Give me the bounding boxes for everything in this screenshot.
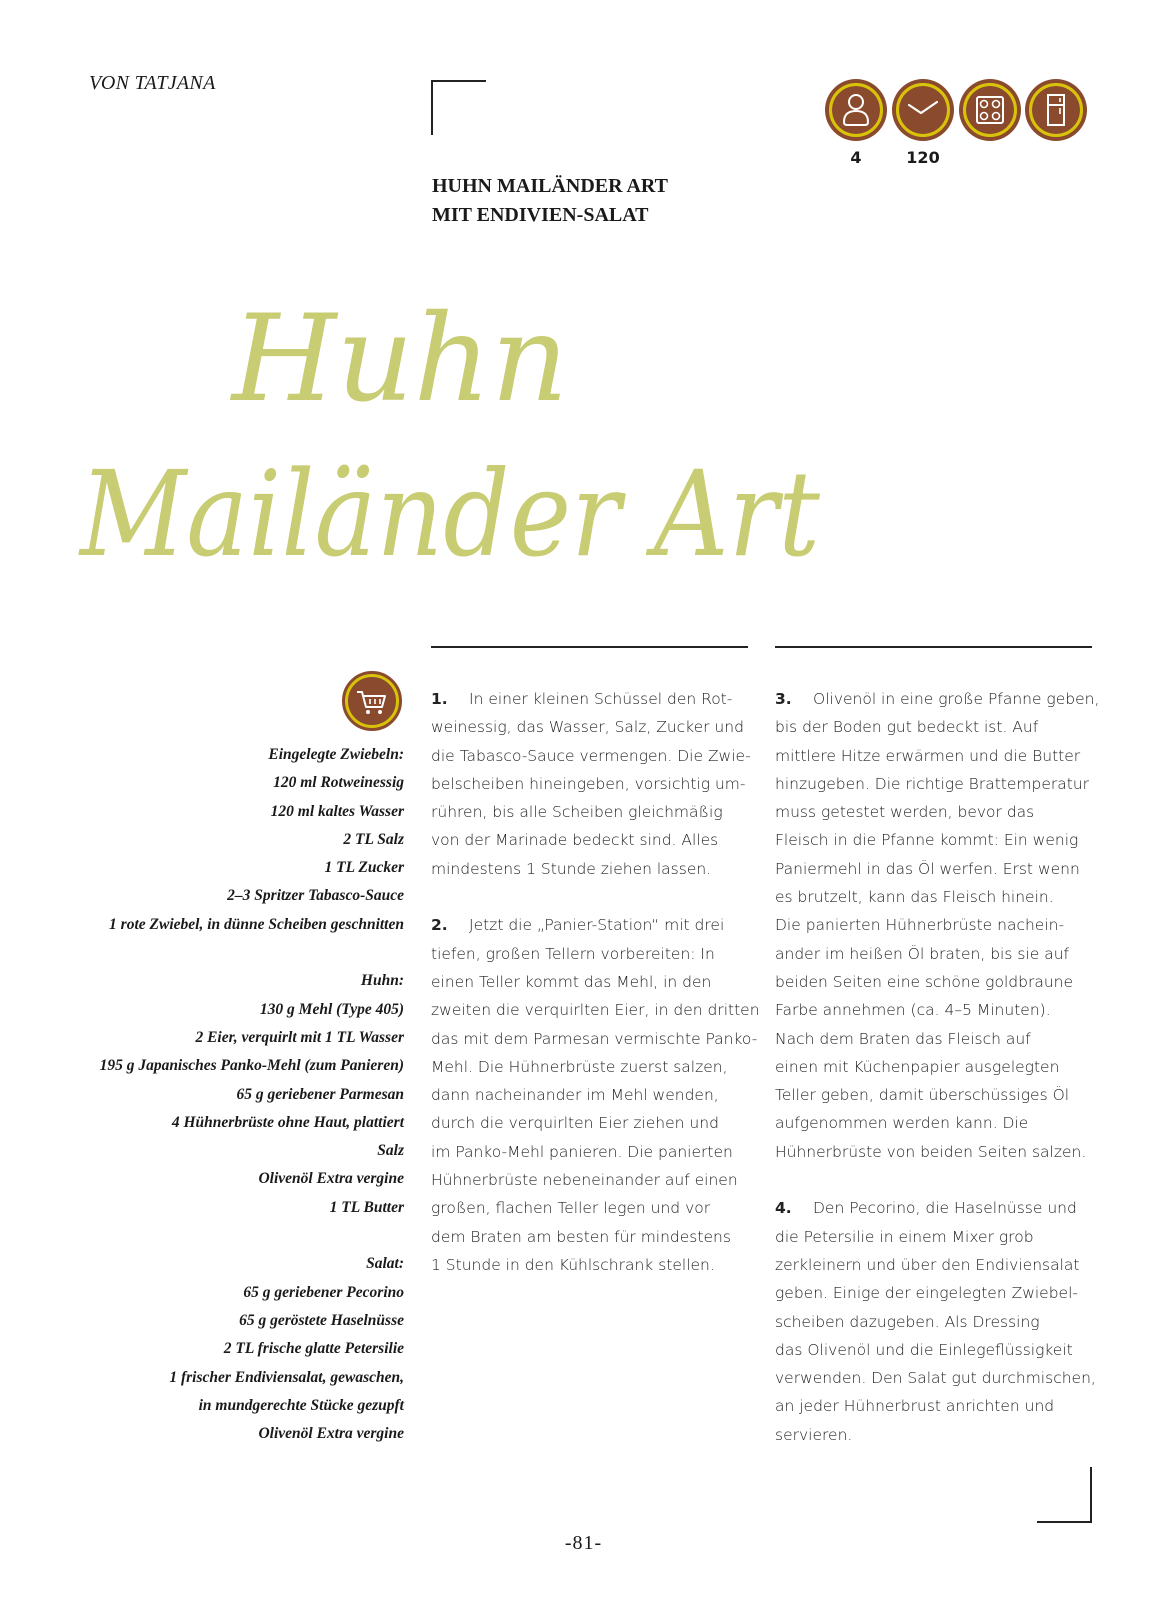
step-line xyxy=(431,1109,751,1137)
stove-icon xyxy=(963,83,1017,137)
servings-value: 4 xyxy=(850,148,862,167)
step-text: dem Braten am besten für mindestens xyxy=(431,1227,731,1246)
ingredient-line: 2 TL Salz xyxy=(343,830,404,848)
step-text: belscheiben hineingeben, vorsichtig um- xyxy=(431,774,746,793)
script-title-line-2: Mailänder Art xyxy=(78,445,821,583)
ingredient-line: Eingelegte Zwiebeln: xyxy=(268,746,404,763)
step-text: tiefen, großen Tellern vorbereiten: In xyxy=(431,944,715,963)
step-line xyxy=(431,1223,751,1251)
ingredient-line: 65 g geriebener Pecorino xyxy=(243,1283,404,1301)
ingredient-line: 1 frischer Endiviensalat, gewaschen, xyxy=(169,1368,404,1386)
step-text: zweiten die verquirlten Eier, in den dritten xyxy=(431,1001,760,1020)
step-text: einen mit Küchenpapier ausgelegten xyxy=(775,1057,1060,1076)
fridge-badge xyxy=(1026,80,1086,140)
step-line xyxy=(775,742,1095,770)
step-text: weinessig, das Wasser, Salz, Zucker und xyxy=(431,718,744,737)
step-line xyxy=(431,1251,751,1279)
step-text: servieren. xyxy=(775,1425,853,1444)
ingredient-line: 1 TL Butter xyxy=(329,1198,404,1216)
step-line xyxy=(775,1421,1095,1449)
step-text: verwenden. Den Salat gut durchmischen, xyxy=(775,1369,1096,1388)
ingredient-line: 65 g geröstete Haselnüsse xyxy=(239,1311,404,1329)
step-text: an jeder Hühnerbrust anrichten und xyxy=(775,1397,1055,1416)
step-line xyxy=(775,1138,1095,1166)
step-line xyxy=(431,1025,758,1053)
step-line xyxy=(775,883,1095,911)
corner-mark-top-left xyxy=(431,80,486,135)
step-text: dann nacheinander im Mehl wenden, xyxy=(431,1086,719,1105)
step-text: Die panierten Hühnerbrüste nachein- xyxy=(775,916,1065,935)
column-rule-left xyxy=(431,646,748,648)
clock-icon xyxy=(896,83,950,137)
script-title-line-1: Huhn xyxy=(231,290,569,429)
step-text: ander im heißen Öl braten, bis sie auf xyxy=(775,944,1069,963)
step-number: 1. xyxy=(431,690,448,708)
step-line xyxy=(775,798,1095,826)
step-line xyxy=(431,1166,751,1194)
step-text: durch die verquirlten Eier ziehen und xyxy=(431,1114,719,1133)
step-line xyxy=(431,798,751,826)
step-text: Den Pecorino, die Haselnüsse und xyxy=(813,1199,1077,1218)
author-line: VON TATJANA xyxy=(89,72,216,94)
step-text: Jetzt die „Panier-Station“ mit drei xyxy=(469,916,725,935)
step-text: die Tabasco-Sauce vermengen. Die Zwie- xyxy=(431,746,751,765)
ingredient-line: Huhn: xyxy=(360,972,404,990)
step-line xyxy=(431,1081,751,1109)
step-text: Teller geben, damit überschüssiges Öl xyxy=(775,1086,1070,1105)
step-text: Fleisch in die Pfanne kommt: Ein wenig xyxy=(775,831,1079,850)
ingredient-line: Salz xyxy=(377,1142,404,1160)
shopping-cart-icon xyxy=(345,674,399,728)
step-line xyxy=(775,1081,1095,1109)
step-text: von der Marinade bedeckt sind. Alles xyxy=(431,831,719,850)
step-text: Hühnerbrüste von beiden Seiten salzen. xyxy=(775,1142,1087,1161)
ingredient-spacer xyxy=(40,1222,404,1250)
ingredient-line: Olivenöl Extra vergine xyxy=(258,1425,404,1443)
step-line xyxy=(775,685,1100,713)
step-line xyxy=(775,1223,1095,1251)
subtitle-line-1: HUHN MAILÄNDER ART xyxy=(432,175,668,197)
step-line xyxy=(775,1336,1095,1364)
step-number: 2. xyxy=(431,916,448,935)
script-title xyxy=(60,270,900,610)
ingredient-line: 2 TL frische glatte Petersilie xyxy=(223,1340,404,1358)
step-line xyxy=(431,713,751,741)
step-line xyxy=(431,911,751,939)
step-line xyxy=(431,968,751,996)
step-text: scheiben dazugeben. Als Dressing xyxy=(775,1312,1040,1331)
step-line xyxy=(431,826,751,854)
step-text: großen, flachen Teller legen und vor xyxy=(431,1199,711,1218)
step-line xyxy=(775,1251,1095,1279)
corner-mark-bottom-right xyxy=(1037,1467,1092,1523)
step-line xyxy=(775,996,1095,1024)
step-line xyxy=(431,1138,751,1166)
step-line xyxy=(775,826,1095,854)
step-line xyxy=(431,855,751,883)
step-number: 3. xyxy=(775,690,792,708)
step-line xyxy=(775,1308,1095,1336)
step-text: Hühnerbrüste nebeneinander auf einen xyxy=(431,1171,738,1190)
ingredient-line: 1 TL Zucker xyxy=(324,859,404,877)
step-text: im Panko-Mehl panieren. Die panierten xyxy=(431,1142,733,1161)
ingredient-line: 195 g Japanisches Panko-Mehl (zum Panieren) xyxy=(99,1057,404,1075)
step-4 xyxy=(775,1194,1095,1449)
step-text: muss getestet werden, bevor das xyxy=(775,803,1035,822)
step-text: geben. Einige der eingelegten Zwiebel- xyxy=(775,1284,1078,1303)
ingredient-line: 4 Hühnerbrüste ohne Haut, plattiert xyxy=(171,1113,404,1131)
ingredients-list xyxy=(40,741,404,1448)
column-rule-right xyxy=(775,646,1092,648)
ingredient-line: Olivenöl Extra vergine xyxy=(258,1170,404,1188)
step-text: einen Teller kommt das Mehl, in den xyxy=(431,972,712,991)
step-text: das mit dem Parmesan vermischte Panko- xyxy=(431,1029,758,1048)
step-line xyxy=(775,968,1095,996)
step-text: bis der Boden gut bedeckt ist. Auf xyxy=(775,718,1039,737)
step-text: Paniermehl in das Öl werfen. Erst wenn xyxy=(775,859,1080,878)
ingredient-line: 2 Eier, verquirlt mit 1 TL Wasser xyxy=(195,1028,404,1046)
step-line xyxy=(775,1392,1095,1420)
step-2 xyxy=(431,911,760,1279)
ingredients-badge xyxy=(342,671,402,731)
step-text: mindestens 1 Stunde ziehen lassen. xyxy=(431,859,712,878)
step-line xyxy=(775,855,1095,883)
step-1 xyxy=(431,685,751,883)
step-line xyxy=(775,1109,1095,1137)
step-line xyxy=(775,713,1095,741)
servings-badge xyxy=(826,80,886,140)
step-line xyxy=(775,1053,1095,1081)
step-line xyxy=(431,996,760,1024)
step-text: 1 Stunde in den Kühlschrank stellen. xyxy=(431,1255,715,1274)
step-line xyxy=(431,685,751,713)
step-line xyxy=(775,1279,1095,1307)
time-value: 120 xyxy=(906,148,940,167)
stove-badge xyxy=(960,80,1020,140)
ingredient-line: 130 g Mehl (Type 405) xyxy=(259,1000,404,1018)
step-3 xyxy=(775,685,1100,1166)
step-text: hinzugeben. Die richtige Brattemperatur xyxy=(775,774,1090,793)
step-line xyxy=(431,770,751,798)
step-text: beiden Seiten eine schöne goldbraune xyxy=(775,972,1073,991)
ingredient-line: 2–3 Spritzer Tabasco-Sauce xyxy=(227,887,404,905)
time-badge xyxy=(893,80,953,140)
step-text: Farbe annehmen (ca. 4–5 Minuten). xyxy=(775,1001,1051,1020)
step-text: In einer kleinen Schüssel den Rot- xyxy=(469,690,733,708)
ingredient-line: 120 ml kaltes Wasser xyxy=(270,802,404,820)
step-line xyxy=(775,1364,1095,1392)
step-text: das Olivenöl und die Einlegeflüssigkeit xyxy=(775,1340,1073,1359)
ingredient-spacer xyxy=(40,939,404,967)
step-line xyxy=(775,1025,1095,1053)
step-text: es brutzelt, kann das Fleisch hinein. xyxy=(775,888,1054,907)
step-text: zerkleinern und über den Endiviensalat xyxy=(775,1255,1080,1274)
steps-column-right xyxy=(775,685,1100,1477)
ingredient-line: 65 g geriebener Parmesan xyxy=(236,1085,404,1103)
step-number: 4. xyxy=(775,1199,792,1218)
step-text: mittlere Hitze erwärmen und die Butter xyxy=(775,746,1081,765)
step-line xyxy=(431,1194,751,1222)
step-line xyxy=(431,742,751,770)
step-text: Mehl. Die Hühnerbrüste zuerst salzen, xyxy=(431,1057,728,1076)
step-line xyxy=(775,1194,1095,1222)
step-text: Nach dem Braten das Fleisch auf xyxy=(775,1029,1031,1048)
recipe-subtitle xyxy=(432,172,668,230)
step-text: rühren, bis alle Scheiben gleichmäßig xyxy=(431,803,723,822)
step-line xyxy=(775,770,1095,798)
step-text: Olivenöl in eine große Pfanne geben, xyxy=(813,690,1100,708)
step-line xyxy=(775,940,1095,968)
ingredient-line: 120 ml Rotweinessig xyxy=(273,774,404,792)
step-line xyxy=(431,1053,751,1081)
steps-column-left xyxy=(431,685,760,1308)
step-text: aufgenommen werden kann. Die xyxy=(775,1114,1029,1133)
subtitle-line-2: MIT ENDIVIEN-SALAT xyxy=(432,204,649,226)
step-text: die Petersilie in einem Mixer grob xyxy=(775,1227,1034,1246)
page-number: -81- xyxy=(564,1532,603,1554)
ingredient-line: 1 rote Zwiebel, in dünne Scheiben geschnitten xyxy=(109,915,404,933)
step-line xyxy=(775,911,1095,939)
ingredient-line: in mundgerechte Stücke gezupft xyxy=(198,1396,404,1414)
person-icon xyxy=(829,83,883,137)
step-line xyxy=(431,940,751,968)
fridge-icon xyxy=(1029,83,1083,137)
ingredient-line: Salat: xyxy=(366,1255,404,1273)
